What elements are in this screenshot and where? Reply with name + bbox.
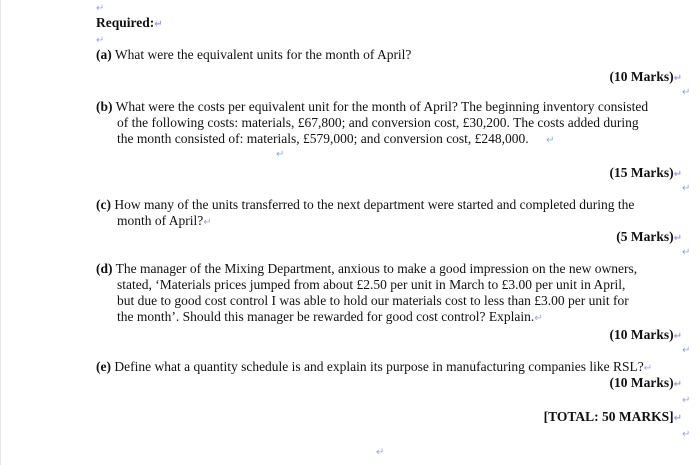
- question-d-line-4: [117, 308, 543, 327]
- paragraph-mark: ↵: [673, 413, 682, 424]
- paragraph-mark: ↵: [534, 313, 543, 324]
- marks-text: (10 Marks): [609, 375, 674, 390]
- question-c-text-1: How many of the units transferred to the next department were started and completed during the: [114, 197, 635, 212]
- question-b-label: (b): [96, 99, 113, 114]
- paragraph-mark: ↵: [276, 149, 285, 160]
- question-c-line-2: [117, 212, 212, 231]
- question-c-line-1: [96, 196, 634, 213]
- question-c-label: (c): [96, 197, 111, 212]
- total-marks: [544, 408, 682, 427]
- question-b-text-1: What were the costs per equivalent unit for the month of April? The beginning inventory consisted: [115, 99, 649, 114]
- question-a-text: What were the equivalent units for the month of April?: [114, 47, 412, 62]
- question-b-line-1: [96, 98, 648, 115]
- question-b-text-3: the month consisted of: materials, £579,000; and conversion cost, £248,000.: [117, 131, 529, 146]
- question-e-label: (e): [96, 359, 111, 374]
- paragraph-mark: ↵: [673, 379, 682, 390]
- paragraph-mark: ↵: [96, 35, 105, 46]
- question-d-text-4: the month’. Should this manager be rewarded for good cost control? Explain.: [117, 309, 535, 324]
- question-d-line-2: stated, ‘Materials prices jumped from about £2.50 per unit in March to £3.00 per unit in April,: [117, 277, 626, 292]
- paragraph-mark: ↵: [682, 87, 691, 98]
- question-a-label: (a): [96, 47, 112, 62]
- question-c-text-2: month of April?: [117, 213, 204, 228]
- paragraph-mark: ↵: [682, 247, 691, 258]
- paragraph-mark: ↵: [682, 395, 691, 406]
- question-d-text-1: The manager of the Mixing Department, anxious to make a good impression on the new owners,: [115, 261, 638, 276]
- question-e-text: Define what a quantity schedule is and explain its purpose in manufacturing companies like RSL?: [114, 359, 644, 374]
- page-edge: [0, 0, 1, 465]
- marks-text: (5 Marks): [616, 229, 674, 244]
- paragraph-mark: ↵: [682, 183, 691, 194]
- question-d-marks: [609, 326, 682, 345]
- paragraph-mark: ↵: [682, 429, 691, 440]
- paragraph-mark: ↵: [96, 3, 105, 14]
- marks-text: (15 Marks): [609, 165, 674, 180]
- question-b-marks: [609, 164, 682, 183]
- paragraph-mark: ↵: [546, 135, 555, 146]
- question-c-marks: [616, 228, 682, 247]
- paragraph-mark: ↵: [673, 169, 682, 180]
- paragraph-mark: ↵: [376, 447, 385, 458]
- question-e-marks: [609, 374, 682, 393]
- heading-text: Required:: [96, 15, 155, 30]
- question-d-line-3: but due to good cost control I was able to hold our materials cost to less than £3.00 per unit for: [117, 293, 629, 308]
- required-heading: [96, 14, 163, 33]
- paragraph-mark: ↵: [673, 331, 682, 342]
- question-e-line-1: [96, 358, 652, 377]
- paragraph-mark: ↵: [154, 19, 163, 30]
- question-a-line-1: [96, 46, 411, 63]
- paragraph-mark: ↵: [673, 233, 682, 244]
- question-b-line-2: of the following costs: materials, £67,800; and conversion cost, £30,200. The costs added during: [117, 115, 639, 130]
- total-text: [TOTAL: 50 MARKS]: [543, 409, 674, 424]
- marks-text: (10 Marks): [609, 69, 674, 84]
- question-d-label: (d): [96, 261, 113, 276]
- marks-text: (10 Marks): [609, 327, 674, 342]
- paragraph-mark: ↵: [203, 217, 212, 228]
- question-a-marks: [609, 68, 682, 87]
- paragraph-mark: ↵: [673, 73, 682, 84]
- paragraph-mark: ↵: [682, 345, 691, 356]
- question-d-line-1: [96, 260, 637, 277]
- paragraph-mark: ↵: [643, 363, 653, 374]
- question-b-line-3: [117, 130, 554, 149]
